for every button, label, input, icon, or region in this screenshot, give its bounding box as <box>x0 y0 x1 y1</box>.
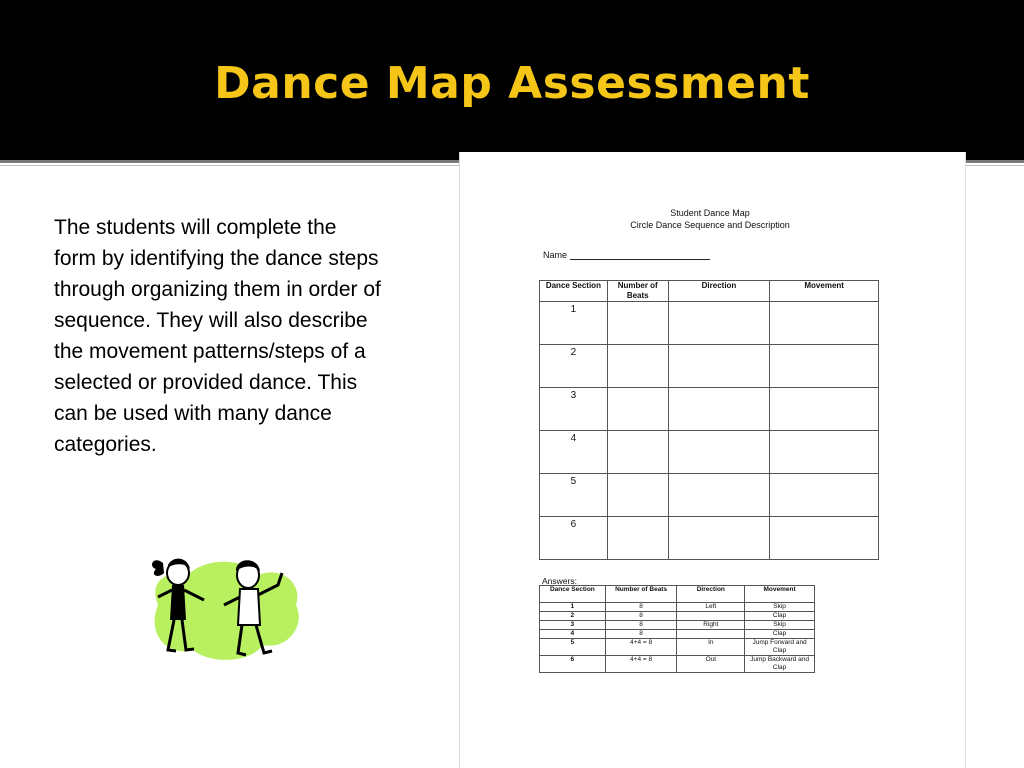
worksheet-subtitle: Circle Dance Sequence and Description <box>630 220 790 230</box>
name-label: Name <box>543 250 568 260</box>
table-row <box>540 431 879 474</box>
map-header: Dance Section <box>540 281 608 302</box>
map-header: Number of Beats <box>607 281 668 302</box>
section-number: 4 <box>540 431 608 474</box>
slide-body-text: The students will complete the form by identifying the dance steps through organizing them in order of sequence. They will also describe the movement patterns/steps of a selected or provided dance. This can be used with many dance categories. <box>54 216 381 456</box>
answers-header: Number of Beats <box>605 586 677 603</box>
answers-table <box>539 585 815 673</box>
section-number: 2 <box>540 345 608 388</box>
worksheet-image <box>459 152 966 768</box>
answers-header: Dance Section <box>540 586 606 603</box>
table-row: 5 4+4 = 8 In Jump Forward and Clap <box>540 639 815 656</box>
map-header: Direction <box>668 281 770 302</box>
table-row: 1 8 Left Skip <box>540 603 815 612</box>
answers-label: Answers: <box>542 576 577 586</box>
table-row: 2 8 Clap <box>540 612 815 621</box>
dancing-couple-icon <box>138 545 308 670</box>
dance-map-table <box>539 280 879 560</box>
table-row <box>540 345 879 388</box>
section-number: 6 <box>540 517 608 560</box>
answers-header: Movement <box>745 586 815 603</box>
section-number: 5 <box>540 474 608 517</box>
section-number: 3 <box>540 388 608 431</box>
table-row: 3 8 Right Skip <box>540 621 815 630</box>
section-number: 1 <box>540 302 608 345</box>
table-row <box>540 474 879 517</box>
worksheet-title: Student Dance Map <box>670 208 750 218</box>
answers-header: Direction <box>677 586 745 603</box>
map-header: Movement <box>770 281 879 302</box>
table-row <box>540 302 879 345</box>
name-line <box>570 259 710 260</box>
slide-title: Dance Map Assessment <box>214 58 810 109</box>
table-row: 6 4+4 = 8 Out Jump Backward and Clap <box>540 656 815 673</box>
table-row <box>540 517 879 560</box>
table-row <box>540 388 879 431</box>
table-row: 4 8 Clap <box>540 630 815 639</box>
